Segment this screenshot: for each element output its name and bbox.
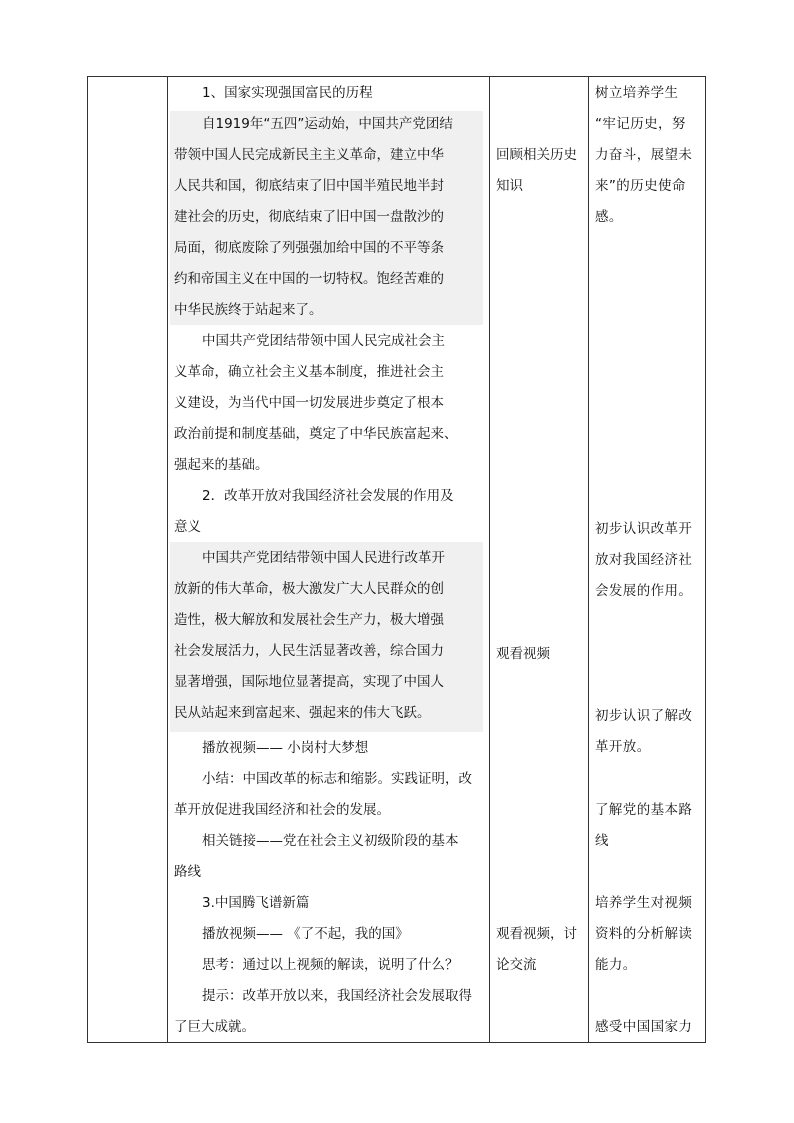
content-line: 小结：中国改革的标志和缩影。实践证明，改 [202,771,472,787]
intent-line: 力奋斗，展望未 [595,147,693,163]
intent-line: 革开放。 [595,739,651,755]
activity-line: 观看视频 [496,646,550,662]
content-line: 播放视频—— 小岗村大梦想 [202,740,369,756]
intent-line: 感。 [595,209,623,225]
content-line: 建社会的历史，彻底结束了旧中国一盘散沙的 [174,209,444,225]
activity-line: 观看视频，讨 [496,926,577,942]
content-line: 约和帝国主义在中国的一切特权。饱经苦难的 [174,271,444,287]
content-line: 革开放促进我国经济和社会的发展。 [174,802,390,818]
content-line: 路线 [174,864,201,880]
content-line: 社会发展活力，人民生活显著改善，综合国力 [174,643,444,659]
intent-line: 初步认识了解改 [595,708,693,724]
content-line: 带领中国人民完成新民主主义革命，建立中华 [174,147,444,163]
content-line: 民从站起来到富起来、强起来的伟大飞跃。 [174,705,431,721]
content-line: 中国共产党团结带领中国人民进行改革开 [202,550,445,566]
intent-line: 了解党的基本路 [595,802,693,818]
activity-line: 论交流 [496,957,537,973]
intent-line: 放对我国经济社 [595,552,693,568]
content-line: 义革命，确立社会主义基本制度，推进社会主 [174,364,444,380]
intent-line: 能力。 [595,957,637,973]
content-line: 局面，彻底废除了列强强加给中国的不平等条 [174,240,444,256]
content-line: 相关链接——党在社会主义初级阶段的基本 [202,833,459,849]
content-heading: 3.中国腾飞谱新篇 [202,895,310,911]
content-line: 提示：改革开放以来，我国经济社会发展取得 [202,988,472,1004]
student-activity-column [490,77,588,1042]
content-line: 播放视频—— 《了不起，我的国》 [202,926,409,942]
intent-line: 培养学生对视频 [595,895,693,911]
content-line: 意义 [174,519,201,535]
intent-line: “牢记历史，努 [595,116,686,132]
content-line: 政治前提和制度基础，奠定了中华民族富起来、 [174,426,458,442]
design-intent-column [589,77,707,1042]
content-line: 强起来的基础。 [174,457,269,473]
content-line: 了巨大成就。 [174,1019,255,1035]
content-line: 显著增强，国际地位显著提高，实现了中国人 [174,674,444,690]
intent-line: 初步认识改革开 [595,521,693,537]
content-line: 中国共产党团结带领中国人民完成社会主 [202,333,445,349]
content-line: 中华民族终于站起来了。 [174,302,323,318]
content-line: 思考：通过以上视频的解读，说明了什么？ [202,957,459,973]
activity-line: 回顾相关历史 [496,147,577,163]
content-line: 自1919年“五四”运动始，中国共产党团结 [202,116,453,132]
lesson-table [87,76,706,1043]
content-line: 造性，极大解放和发展社会生产力，极大增强 [174,612,444,628]
content-line: 义建设，为当代中国一切发展进步奠定了根本 [174,395,444,411]
intent-line: 会发展的作用。 [595,583,693,599]
intent-line: 树立培养学生 [595,85,679,101]
content-heading: 2．改革开放对我国经济社会发展的作用及 [202,488,454,504]
activity-line: 知识 [496,178,523,194]
intent-line: 资料的分析解读 [595,926,693,942]
teaching-content-column [168,77,489,1042]
intent-line: 线 [595,833,609,849]
content-heading: 1、国家实现强国富民的历程 [202,85,373,101]
intent-line: 感受中国国家力 [595,1019,693,1035]
content-line: 人民共和国，彻底结束了旧中国半殖民地半封 [174,178,444,194]
intent-line: 来”的历史使命 [595,178,686,194]
content-line: 放新的伟大革命，极大激发广大人民群众的创 [174,581,444,597]
